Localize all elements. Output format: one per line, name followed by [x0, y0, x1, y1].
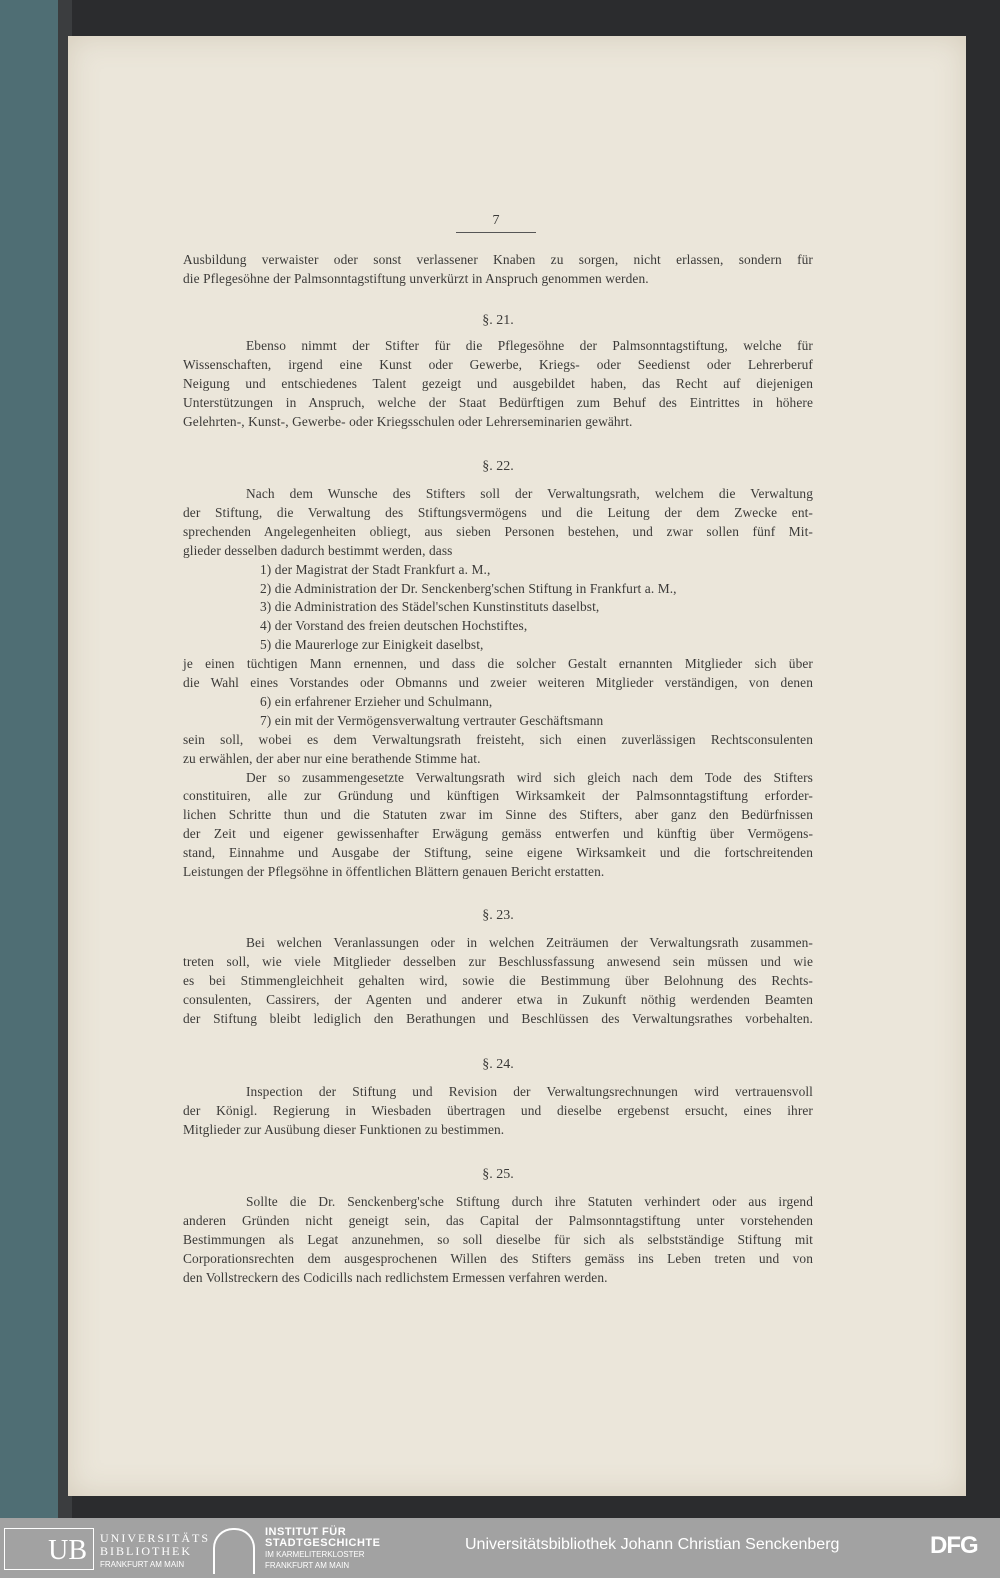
text-line: je einen tüchtigen Mann ernennen, und dass die solcher Gestalt ernannten Mitglieder sich über: [183, 656, 813, 672]
text-line: Ausbildung verwaister oder sonst verlassener Knaben zu sorgen, nicht erlassen, sondern für: [183, 252, 813, 267]
list-item-line: 4) der Vorstand des freien deutschen Hochstiftes,: [260, 618, 528, 634]
isg-line2: STADTGESCHICHTE: [265, 1537, 381, 1549]
text-line: der Zeit und eigener gewissenhafter Erwägung gemäss entwerfen und künftig über Vermögens-: [183, 826, 813, 842]
isg-line1: INSTITUT FÜR: [265, 1526, 347, 1538]
section-heading: §. 21.: [482, 313, 514, 328]
ub-line3: FRANKFURT AM MAIN: [100, 1560, 185, 1569]
library-name: Universitätsbibliothek Johann Christian Senckenberg: [465, 1536, 840, 1553]
isg-line3: IM KARMELITERKLOSTER: [265, 1550, 365, 1559]
text-line: Unterstützungen in Anspruch, welche der Staat Bedürftigen zum Behuf des Eintrittes in höhere: [183, 394, 813, 410]
isg-label: [265, 1527, 380, 1571]
text-line: Mitglieder zur Ausübung dieser Funktionen zu bestimmen.: [183, 1121, 505, 1137]
text-line: der Stiftung bleibt lediglich den Berathungen und Beschlüssen des Verwaltungsrathes vorbehalten.: [183, 1010, 813, 1026]
text-line: Bestimmungen als Legat anzunehmen, so soll dieselbe für sich als selbstständige Stiftung mit: [183, 1231, 813, 1247]
text-line: zu erwählen, der aber nur eine berathende Stimme hat.: [183, 750, 481, 766]
list-item-line: 7) ein mit der Vermögensverwaltung vertrauter Geschäftsmann: [260, 712, 604, 728]
text-line: lichen Schritte thun und die Statuten zwar im Sinne des Stifters, aber ganz den Bedürfnissen: [183, 807, 813, 823]
text-line: Inspection der Stiftung und Revision der Verwaltungsrechnungen wird vertrauensvoll: [246, 1084, 813, 1099]
text-line: der Stiftung, die Verwaltung des Stiftungsvermögens und die Leitung der dem Zwecke ent-: [183, 504, 813, 520]
text-line: sein soll, wobei es dem Verwaltungsrath freisteht, sich einen zuverlässigen Rechtsconsulenten: [183, 731, 813, 747]
dfg-logo[interactable]: DFG: [930, 1532, 978, 1559]
section-heading: §. 24.: [482, 1057, 514, 1072]
page-number: 7: [492, 213, 500, 228]
text-line: sprechenden Angelegenheiten obliegt, aus sieben Personen bestehen, und zwar sollen fünf Mit-: [183, 523, 813, 539]
isg-logo[interactable]: [213, 1528, 255, 1574]
text-line: die Pflegesöhne der Palmsonntagstiftung unverkürzt in Anspruch genommen werden.: [183, 270, 649, 286]
text-line: den Vollstreckern des Codicills nach redlichstem Ermessen verfahren werden.: [183, 1269, 608, 1285]
text-line: der Königl. Regierung in Wiesbaden übertragen und dieselbe ergebenst ersucht, eines ihrer: [183, 1102, 813, 1118]
isg-line4: FRANKFURT AM MAIN: [265, 1561, 350, 1570]
footer-bar: [0, 1518, 1000, 1578]
text-line: constituiren, alle zur Gründung und künftigen Wirksamkeit der Palmsonntagstiftung erforder-: [183, 788, 813, 804]
text-line: Der so zusammengesetzte Verwaltungsrath wird sich gleich nach dem Tode des Stifters: [246, 769, 813, 785]
page-number-rule: [456, 232, 536, 233]
list-item-line: 6) ein erfahrener Erzieher und Schulmann,: [260, 693, 493, 709]
text-line: Wissenschaften, irgend eine Kunst oder Gewerbe, Kriegs- oder Seedienst oder Lehrerberuf: [183, 356, 813, 372]
text-line: Neigung und entschiedenes Talent gezeigt und ausgebildet haben, das Recht auf diejenigen: [183, 375, 813, 391]
text-line: stand, Einnahme und Ausgabe der Stiftung, seine eigene Wirksamkeit und die fortschreitenden: [183, 845, 813, 861]
text-line: die Wahl eines Vorstandes oder Obmanns und zweier weiteren Mitglieder verständigen, von denen: [183, 675, 813, 690]
text-line: treten soll, wie viele Mitglieder desselben zur Beschlussfassung anwesend sein müssen und wie: [183, 953, 813, 969]
ub-label: [100, 1532, 210, 1571]
text-line: anderen Gründen nicht geneigt sein, das Capital der Palmsonntagstiftung unter vorstehenden: [183, 1212, 813, 1228]
section-heading: §. 23.: [482, 908, 514, 923]
text-line: Gelehrten-, Kunst-, Gewerbe- oder Kriegsschulen oder Lehrerseminarien gewährt.: [183, 413, 633, 429]
list-item-line: 2) die Administration der Dr. Senckenberg'schen Stiftung in Frankfurt a. M.,: [260, 580, 677, 596]
text-line: glieder desselben dadurch bestimmt werden, dass: [183, 542, 453, 558]
ub-logo[interactable]: [4, 1528, 94, 1570]
text-line: es bei Stimmengleichheit gehalten wird, sowie die Bestimmung über Belohnung des Rechts-: [183, 972, 813, 988]
ub-logo-text: UB: [48, 1535, 87, 1566]
text-line: Leistungen der Pflegsöhne in öffentlichen Blättern genauen Bericht erstatten.: [183, 864, 605, 879]
section-heading: §. 22.: [482, 459, 514, 474]
text-line: consulenten, Cassirers, der Agenten und anderer etwa in Zukunft nöthig werdenden Beamten: [183, 991, 813, 1007]
text-line: Ebenso nimmt der Stifter für die Pflegesöhne der Palmsonntagstiftung, welche für: [246, 338, 813, 353]
section-heading: §. 25.: [482, 1167, 514, 1182]
list-item-line: 5) die Maurerloge zur Einigkeit daselbst,: [260, 637, 484, 653]
list-item-line: 3) die Administration des Städel'schen Kunstinstituts daselbst,: [260, 599, 600, 615]
text-line: Bei welchen Veranlassungen oder in welchen Zeiträumen der Verwaltungsrath zusammen-: [246, 935, 813, 950]
ub-line2: BIBLIOTHEK: [100, 1544, 192, 1558]
ub-line1: UNIVERSITÄTS: [100, 1531, 210, 1545]
text-line: Sollte die Dr. Senckenberg'sche Stiftung durch ihre Statuten verhindert oder aus irgend: [246, 1194, 813, 1209]
list-item-line: 1) der Magistrat der Stadt Frankfurt a. M.,: [260, 561, 491, 577]
text-line: Nach dem Wunsche des Stifters soll der Verwaltungsrath, welchem die Verwaltung: [246, 486, 813, 501]
text-line: Corporationsrechten dem ausgesprochenen Willen des Stifters gemäss ins Leben treten und von: [183, 1250, 813, 1266]
